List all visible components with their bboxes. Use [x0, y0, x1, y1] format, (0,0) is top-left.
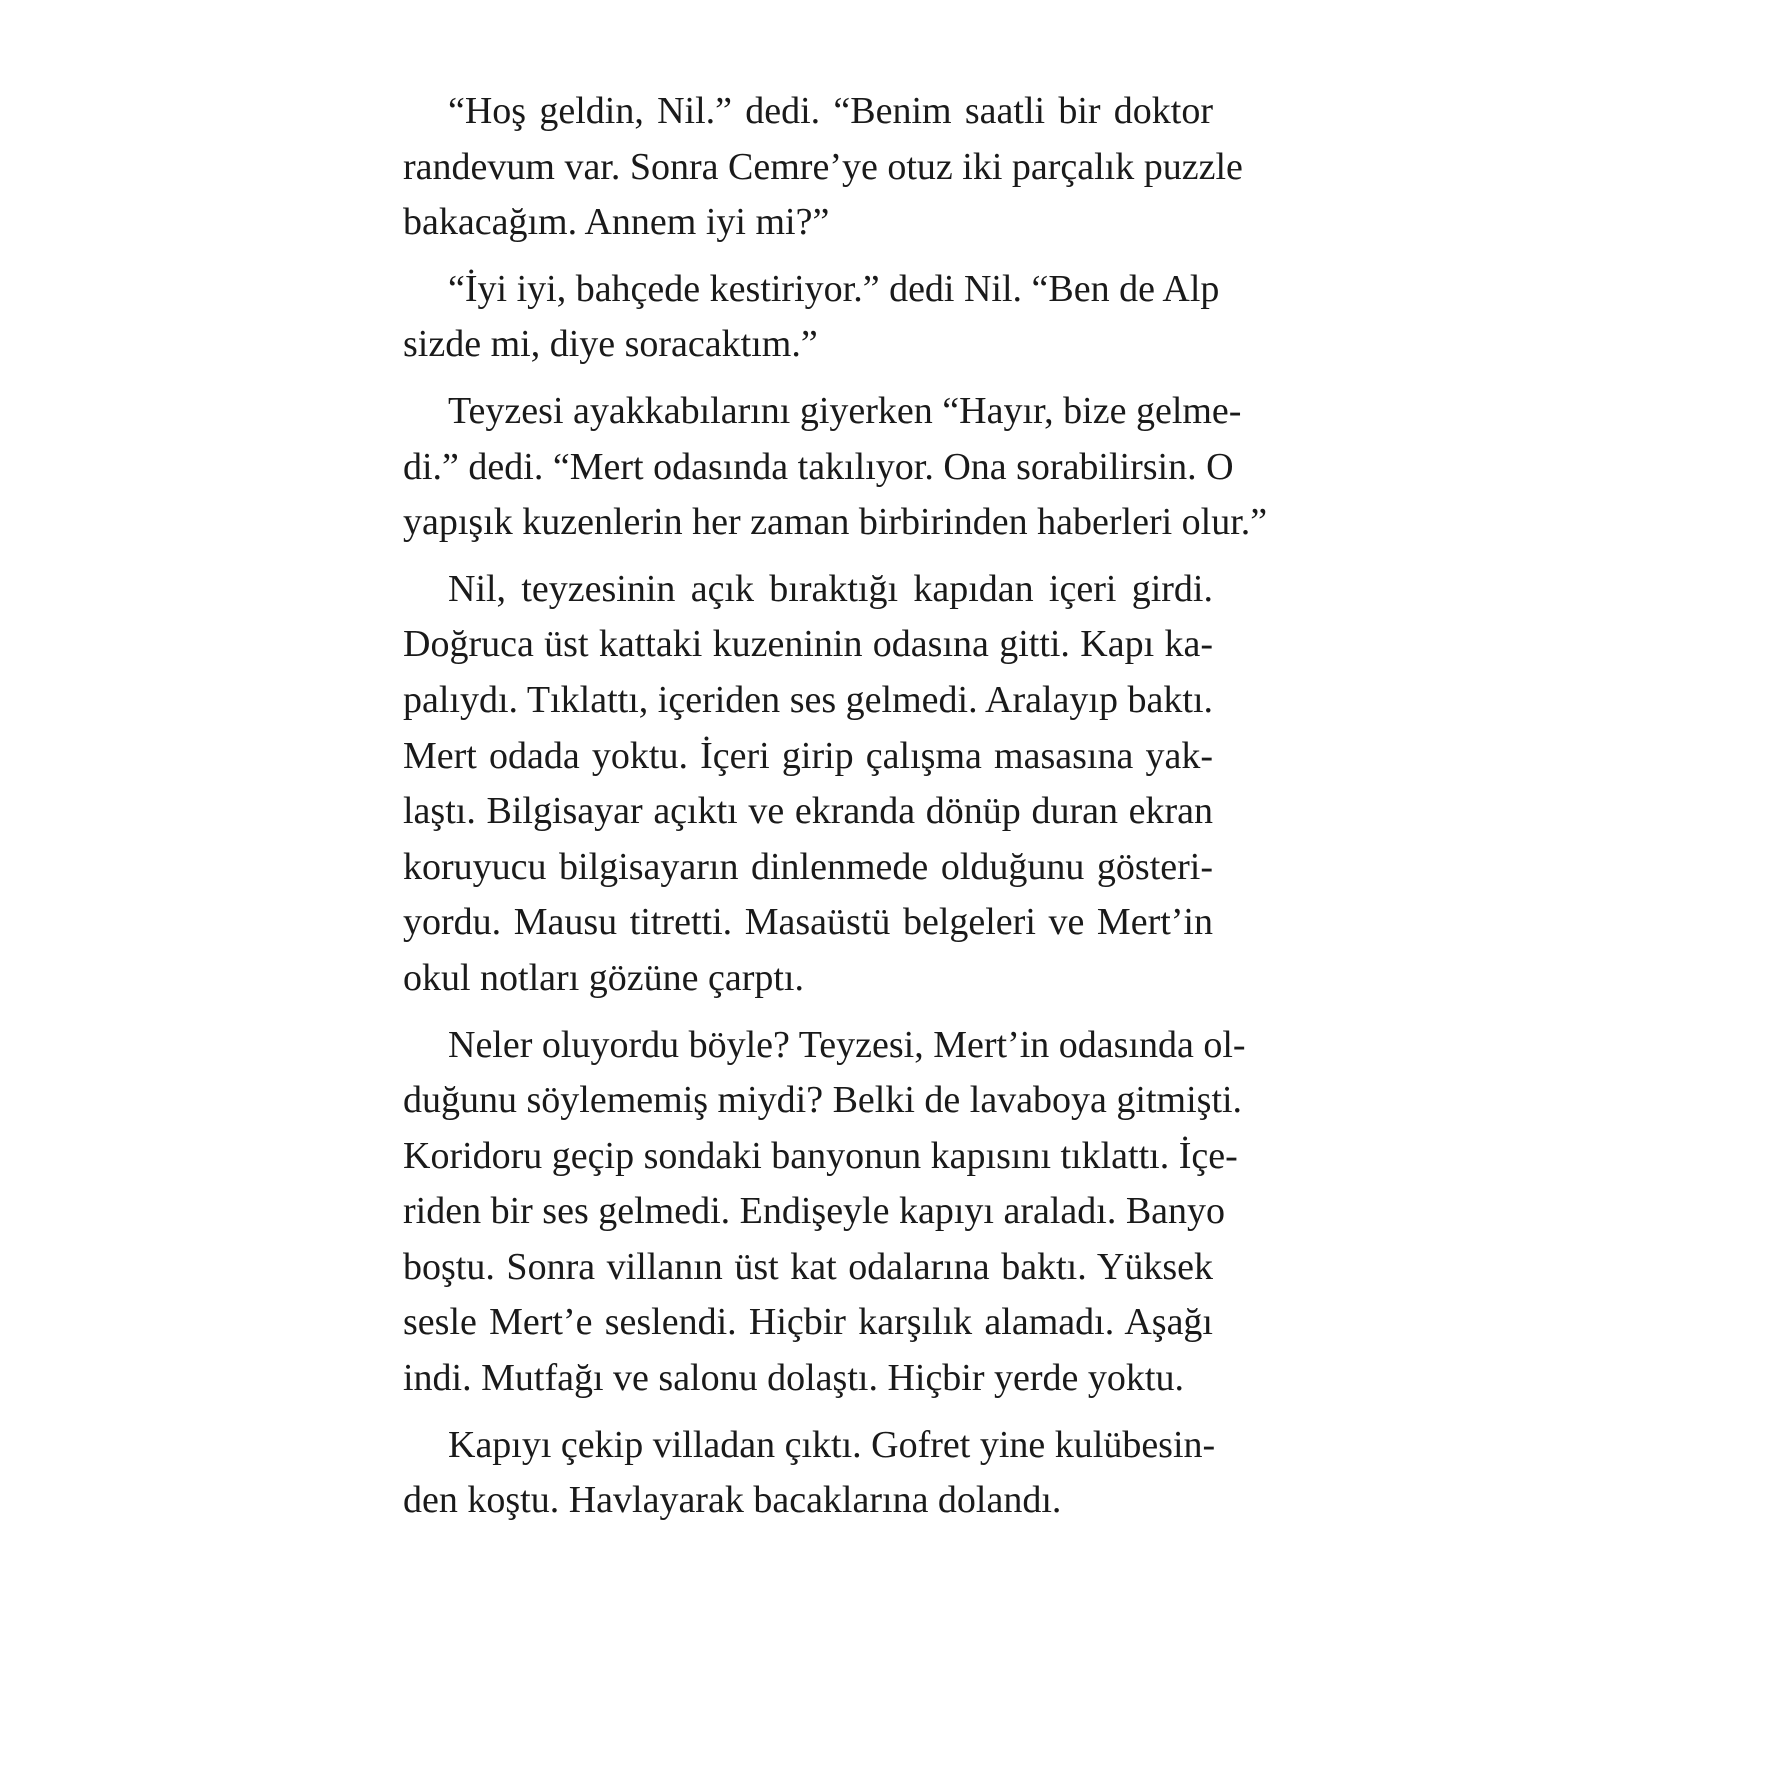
text-line: Doğruca üst kattaki kuzeninin odasına gitti. Kapı ka- [403, 623, 1213, 666]
text-line: den koştu. Havlayarak bacaklarına dolandı. [403, 1479, 1062, 1522]
text-line: di.” dedi. “Mert odasında takılıyor. Ona sorabilirsin. O [403, 445, 1234, 488]
text-line: Mert odada yoktu. İçeri girip çalışma masasına yak- [403, 734, 1213, 777]
text-line: boştu. Sonra villanın üst kat odalarına baktı. Yüksek [403, 1245, 1213, 1288]
text-line: Teyzesi ayakkabılarını giyerken “Hayır, bize gelme- [448, 389, 1242, 432]
text-line: bakacağım. Annem iyi mi?” [403, 201, 830, 244]
text-line: sizde mi, diye soracaktım.” [403, 323, 818, 366]
book-page [403, 84, 1268, 1540]
text-line: yapışık kuzenlerin her zaman birbirinden haberleri olur.” [403, 501, 1268, 544]
text-line: indi. Mutfağı ve salonu dolaştı. Hiçbir yerde yoktu. [403, 1357, 1184, 1400]
text-line: “Hoş geldin, Nil.” dedi. “Benim saatli bir doktor [448, 90, 1213, 132]
text-line: yordu. Mausu titretti. Masaüstü belgeleri ve Mert’in [403, 901, 1213, 944]
text-line: okul notları gözüne çarptı. [403, 956, 804, 999]
text-line: laştı. Bilgisayar açıktı ve ekranda dönüp duran ekran [403, 790, 1213, 833]
paragraph [403, 262, 1220, 373]
text-line: Kapıyı çekip villadan çıktı. Gofret yine kulübesin- [448, 1423, 1216, 1466]
text-line: sesle Mert’e seslendi. Hiçbir karşılık alamadı. Aşağı [403, 1301, 1213, 1344]
text-line: Nil, teyzesinin açık bıraktığı kapıdan içeri girdi. [448, 567, 1213, 610]
paragraph [403, 384, 1268, 551]
text-line: palıydı. Tıklattı, içeriden ses gelmedi. Aralayıp baktı. [403, 678, 1213, 721]
text-line: koruyucu bilgisayarın dinlenmede olduğunu gösteri- [403, 845, 1213, 888]
text-line: Koridoru geçip sondaki banyonun kapısını tıklattı. İçe- [403, 1134, 1238, 1177]
paragraph [403, 84, 1243, 251]
paragraph [403, 1018, 1246, 1407]
text-line: “İyi iyi, bahçede kestiriyor.” dedi Nil. “Ben de Alp [448, 267, 1220, 310]
paragraph [403, 1418, 1216, 1529]
text-line: Neler oluyordu böyle? Teyzesi, Mert’in odasında ol- [448, 1023, 1246, 1066]
text-line: riden bir ses gelmedi. Endişeyle kapıyı araladı. Banyo [403, 1190, 1226, 1233]
text-line: duğunu söylememiş miydi? Belki de lavaboya gitmişti. [403, 1079, 1243, 1122]
text-line: randevum var. Sonra Cemre’ye otuz iki parçalık puzzle [403, 145, 1243, 188]
paragraph [403, 562, 1213, 1007]
